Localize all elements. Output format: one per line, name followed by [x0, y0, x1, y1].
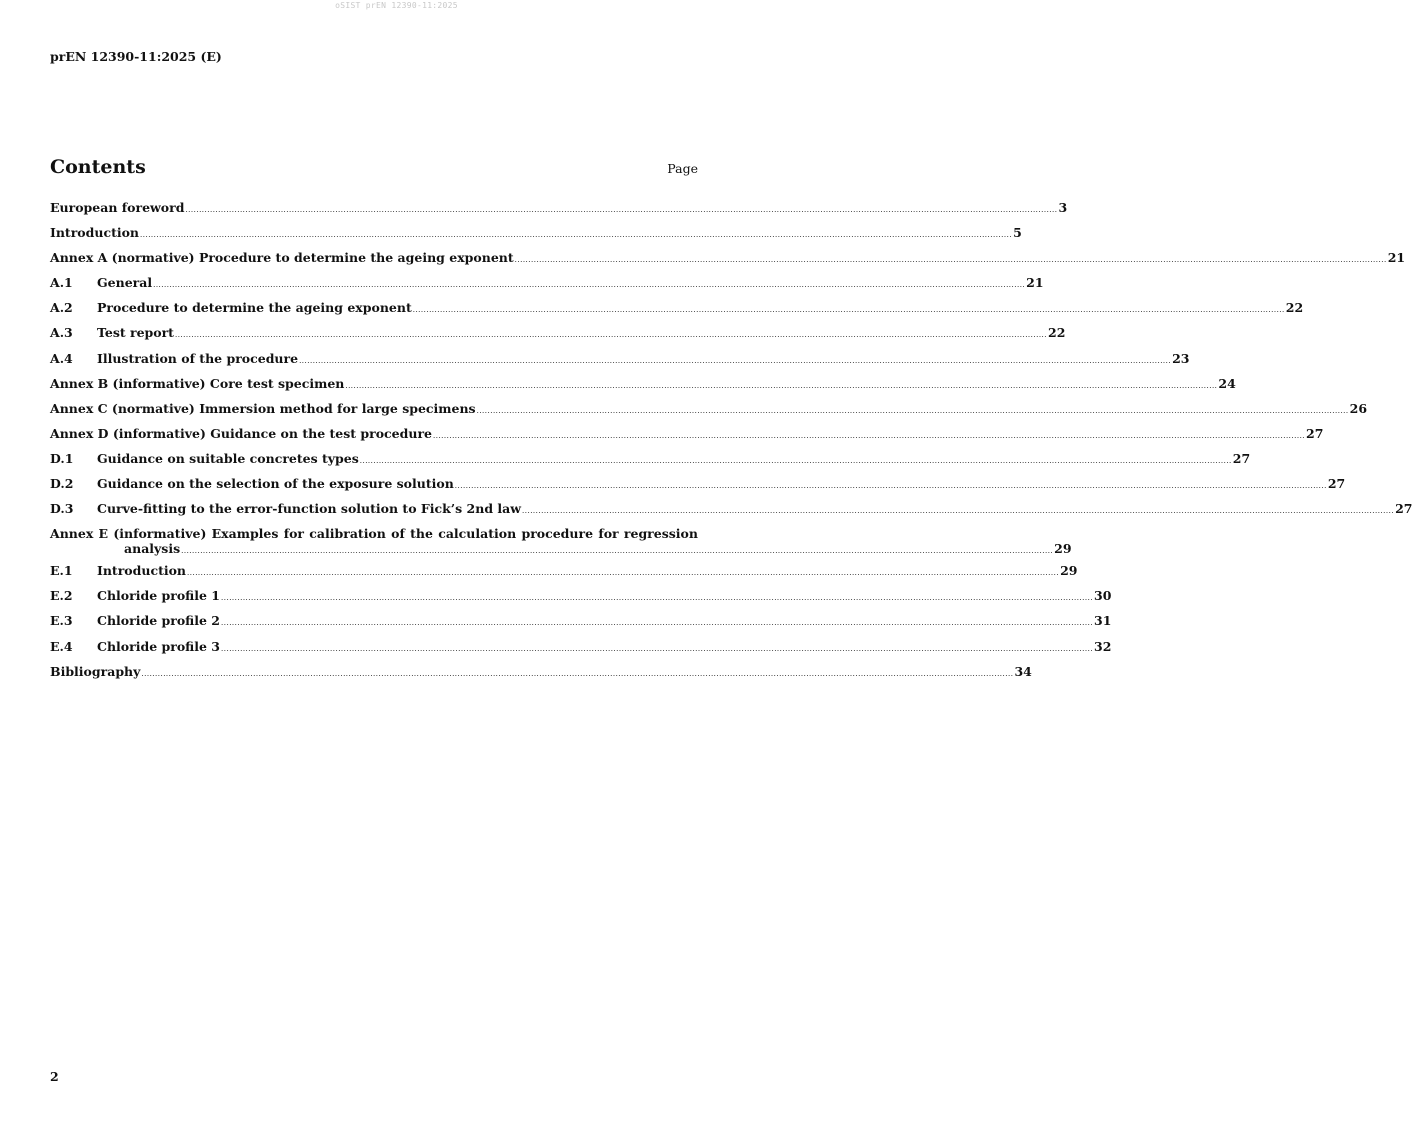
toc-entry-number: E.1 [50, 563, 73, 579]
page-number: 2 [50, 1069, 59, 1084]
toc-entry-page: 27 [1395, 501, 1412, 517]
toc-entry-number: E.3 [50, 613, 73, 629]
toc-entry-annex-d[interactable] [50, 425, 1324, 451]
toc-entry-number: E.2 [50, 588, 73, 604]
toc-entry-e4[interactable] [50, 638, 1112, 664]
title-word: calculation [438, 526, 517, 542]
toc-entry-page: 24 [1218, 375, 1236, 391]
toc-entry-number: E.4 [50, 638, 73, 654]
toc-entry-page: 29 [1060, 563, 1078, 579]
toc-entry-annex-a[interactable] [50, 250, 1406, 275]
toc-entry-title: Procedure to determine the ageing exponent [97, 300, 412, 316]
toc-entry-page: 29 [1054, 541, 1072, 557]
dot-leader [515, 256, 1387, 264]
title-word: procedure [521, 526, 594, 542]
dot-leader [221, 619, 1093, 627]
dot-leader [299, 357, 1171, 365]
page-column-label: Page [667, 161, 698, 176]
toc-entry-page: 27 [1327, 476, 1346, 492]
toc-entry-number: A.3 [50, 325, 73, 341]
title-word: of [391, 526, 405, 542]
toc-entry-bibliography[interactable] [50, 663, 1032, 689]
toc-entry-title: Illustration of the procedure [97, 350, 299, 366]
toc-entry-title: European foreword [50, 200, 185, 215]
title-word: regression [623, 526, 698, 542]
toc-entry-page: 30 [1094, 588, 1112, 604]
toc-entry-title: General [97, 275, 153, 291]
dot-leader [141, 670, 1013, 678]
toc-entry-number: A.1 [50, 275, 73, 291]
dot-leader [522, 507, 1394, 515]
toc-entry-number: D.2 [50, 476, 74, 492]
title-word: for [598, 526, 619, 542]
toc-entry-annex-b[interactable] [50, 375, 1236, 401]
table-of-contents [50, 200, 1412, 689]
toc-entry-page: 34 [1014, 663, 1032, 679]
toc-entry-page: 27 [1306, 425, 1324, 441]
toc-entry-title: Annex B (informative) Core test specimen [50, 375, 345, 391]
title-word: E [98, 526, 109, 542]
dot-leader [345, 382, 1217, 390]
watermark: oSIST prEN 12390-11:2025 [335, 1, 458, 10]
toc-entry-page: 26 [1349, 400, 1368, 416]
dot-leader [433, 432, 1305, 440]
title-word: Annex [50, 526, 94, 542]
dot-leader [187, 569, 1059, 577]
toc-entry-a1[interactable] [50, 275, 1044, 300]
dot-leader [140, 231, 1012, 239]
toc-entry-title: Annex C (normative) Immersion method for large specimens [50, 400, 476, 416]
dot-leader [221, 645, 1093, 653]
toc-entry-page: 32 [1094, 638, 1112, 654]
dot-leader [181, 547, 1053, 555]
toc-entry-a2[interactable] [50, 300, 1304, 325]
toc-entry-page: 27 [1232, 450, 1251, 466]
dot-leader [221, 594, 1093, 602]
toc-entry-title: Guidance on the selection of the exposure solution [97, 476, 454, 492]
dot-leader [477, 407, 1349, 415]
toc-entry-title: Curve-fitting to the error-function solution to Fick’s 2nd law [97, 501, 522, 517]
dot-leader [413, 306, 1285, 314]
toc-entry-annex-e[interactable] [50, 526, 1072, 557]
toc-entry-introduction[interactable] [50, 225, 1022, 250]
toc-entry-d2[interactable] [50, 476, 1346, 501]
toc-entry-page: 23 [1172, 350, 1190, 366]
title-word: calibration [309, 526, 386, 542]
dot-leader [153, 281, 1025, 289]
toc-entry-title: Chloride profile 3 [97, 638, 221, 654]
toc-entry-e1[interactable] [50, 563, 1078, 588]
toc-entry-european-foreword[interactable] [50, 200, 1068, 225]
title-word: (informative) [113, 526, 207, 542]
title-word: for [283, 526, 305, 542]
dot-leader [360, 457, 1232, 465]
dot-leader [175, 331, 1047, 339]
toc-entry-a3[interactable] [50, 325, 1066, 350]
toc-entry-title: Test report [97, 325, 174, 341]
title-word: Examples [211, 526, 279, 542]
toc-entry-number: D.1 [50, 450, 74, 466]
toc-entry-e3[interactable] [50, 613, 1112, 638]
toc-entry-page: 3 [1058, 200, 1068, 215]
dot-leader [455, 482, 1327, 490]
toc-entry-page: 22 [1048, 325, 1066, 341]
toc-entry-title: Bibliography [50, 663, 141, 679]
document-id: prEN 12390-11:2025 (E) [50, 49, 222, 64]
toc-entry-title: Introduction [97, 563, 187, 579]
toc-entry-number: A.4 [50, 350, 73, 366]
toc-entry-page: 31 [1094, 613, 1112, 629]
toc-entry-d1[interactable] [50, 450, 1251, 476]
dot-leader [185, 206, 1057, 214]
toc-entry-page: 21 [1026, 275, 1044, 291]
toc-entry-d3[interactable] [50, 501, 1412, 526]
toc-entry-annex-c[interactable] [50, 400, 1368, 426]
toc-entry-number: A.2 [50, 300, 73, 316]
title-word: the [410, 526, 433, 542]
toc-entry-title-continued: analysis [124, 541, 181, 557]
toc-entry-title: Annex D (informative) Guidance on the test procedure [50, 425, 432, 441]
toc-entry-page: 22 [1285, 300, 1304, 316]
toc-entry-a4[interactable] [50, 350, 1190, 376]
toc-entry-title: Annex A (normative) Procedure to determine the ageing exponent [50, 250, 514, 266]
toc-entry-title: Chloride profile 1 [97, 588, 221, 604]
toc-entry-page: 5 [1013, 225, 1022, 241]
toc-entry-title: Introduction [50, 225, 140, 241]
toc-entry-page: 21 [1387, 250, 1406, 266]
toc-entry-title: Chloride profile 2 [97, 613, 221, 629]
toc-entry-title: Guidance on suitable concretes types [97, 450, 359, 466]
contents-header [50, 156, 698, 178]
contents-title: Contents [50, 156, 146, 178]
toc-entry-e2[interactable] [50, 588, 1112, 613]
toc-entry-number: D.3 [50, 501, 74, 517]
toc-entry-title [50, 526, 698, 541]
